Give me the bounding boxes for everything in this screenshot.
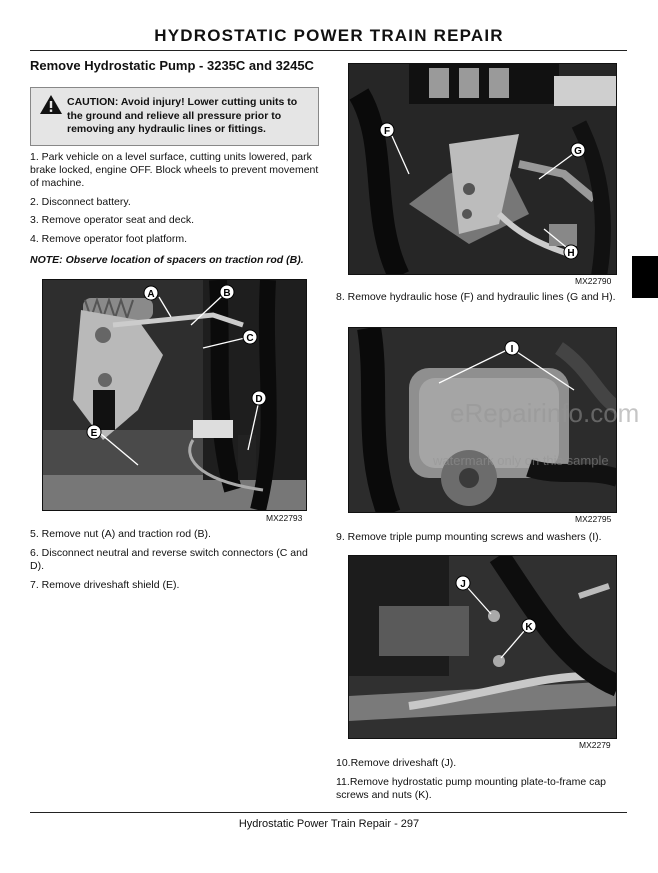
page-header-title: HYDROSTATIC POWER TRAIN REPAIR <box>154 26 504 45</box>
step-7: 7. Remove driveshaft shield (E). <box>30 579 180 591</box>
callout-b-label: B <box>223 288 231 299</box>
watermark-note: watermark only on this sample <box>433 453 609 468</box>
step-10: 10.Remove driveshaft (J). <box>336 757 457 769</box>
footer-rule <box>30 812 627 813</box>
callout-e-label: E <box>90 428 98 439</box>
callout-j <box>456 576 470 590</box>
callout-g-label: G <box>574 146 582 157</box>
figure-hydraulic-lines-photo <box>348 63 617 275</box>
callout-f <box>380 123 394 137</box>
step-9: 9. Remove triple pump mounting screws and washers (I). <box>336 531 602 543</box>
step-5: 5. Remove nut (A) and traction rod (B). <box>30 528 211 540</box>
callout-d <box>252 391 266 405</box>
step-1: 1. Park vehicle on a level surface, cutting units lowered, park brake locked, engine OFF. Block wheels to prevent movement of machine. <box>30 151 319 189</box>
step-4: 4. Remove operator foot platform. <box>30 233 187 245</box>
warning-triangle-icon <box>39 94 63 115</box>
caution-box <box>30 87 319 146</box>
figure-caption-mx2279: MX2279 <box>579 740 611 750</box>
section-thumb-tab <box>632 256 658 298</box>
note-spacers: NOTE: Observe location of spacers on traction rod (B). <box>30 254 304 266</box>
caution-text: CAUTION: Avoid injury! Lower cutting units to the ground and relieve all pressure prior to removing any hydraulic lines or fittings. <box>67 96 298 135</box>
callout-c <box>243 330 257 344</box>
callout-b <box>220 285 234 299</box>
callout-i-label: I <box>510 344 514 355</box>
figure-traction-rod-photo <box>42 279 307 511</box>
callout-j-label: J <box>460 579 466 590</box>
callout-c-label: C <box>246 333 254 344</box>
step-8: 8. Remove hydraulic hose (F) and hydraulic lines (G and H). <box>336 291 616 303</box>
figure-caption-mx22790: MX22790 <box>575 276 612 286</box>
step-2: 2. Disconnect battery. <box>30 196 131 208</box>
callout-d-label: D <box>255 394 263 405</box>
step-3: 3. Remove operator seat and deck. <box>30 214 195 226</box>
figure-caption-mx22795: MX22795 <box>575 514 612 524</box>
callout-k-label: K <box>525 622 533 633</box>
callout-k <box>522 619 536 633</box>
callout-e <box>87 425 101 439</box>
step-11: 11.Remove hydrostatic pump mounting plate-to-frame cap screws and nuts (K). <box>336 776 607 801</box>
callout-g <box>571 143 585 157</box>
section-title: Remove Hydrostatic Pump - 3235C and 3245C <box>30 58 314 73</box>
figure-driveshaft-photo <box>348 555 617 739</box>
figure-caption-mx22793: MX22793 <box>266 513 303 523</box>
step-6: 6. Disconnect neutral and reverse switch connectors (C and D). <box>30 547 308 572</box>
callout-i <box>505 341 519 355</box>
callout-a <box>144 286 158 300</box>
callout-f-label: F <box>383 126 391 137</box>
callout-h-label: H <box>567 248 575 259</box>
callout-h <box>564 245 578 259</box>
callout-a-label: A <box>147 289 155 300</box>
watermark-site: eRepairinfo.com <box>450 398 640 428</box>
header-rule <box>30 50 627 51</box>
page-footer: Hydrostatic Power Train Repair - 297 <box>238 818 420 830</box>
